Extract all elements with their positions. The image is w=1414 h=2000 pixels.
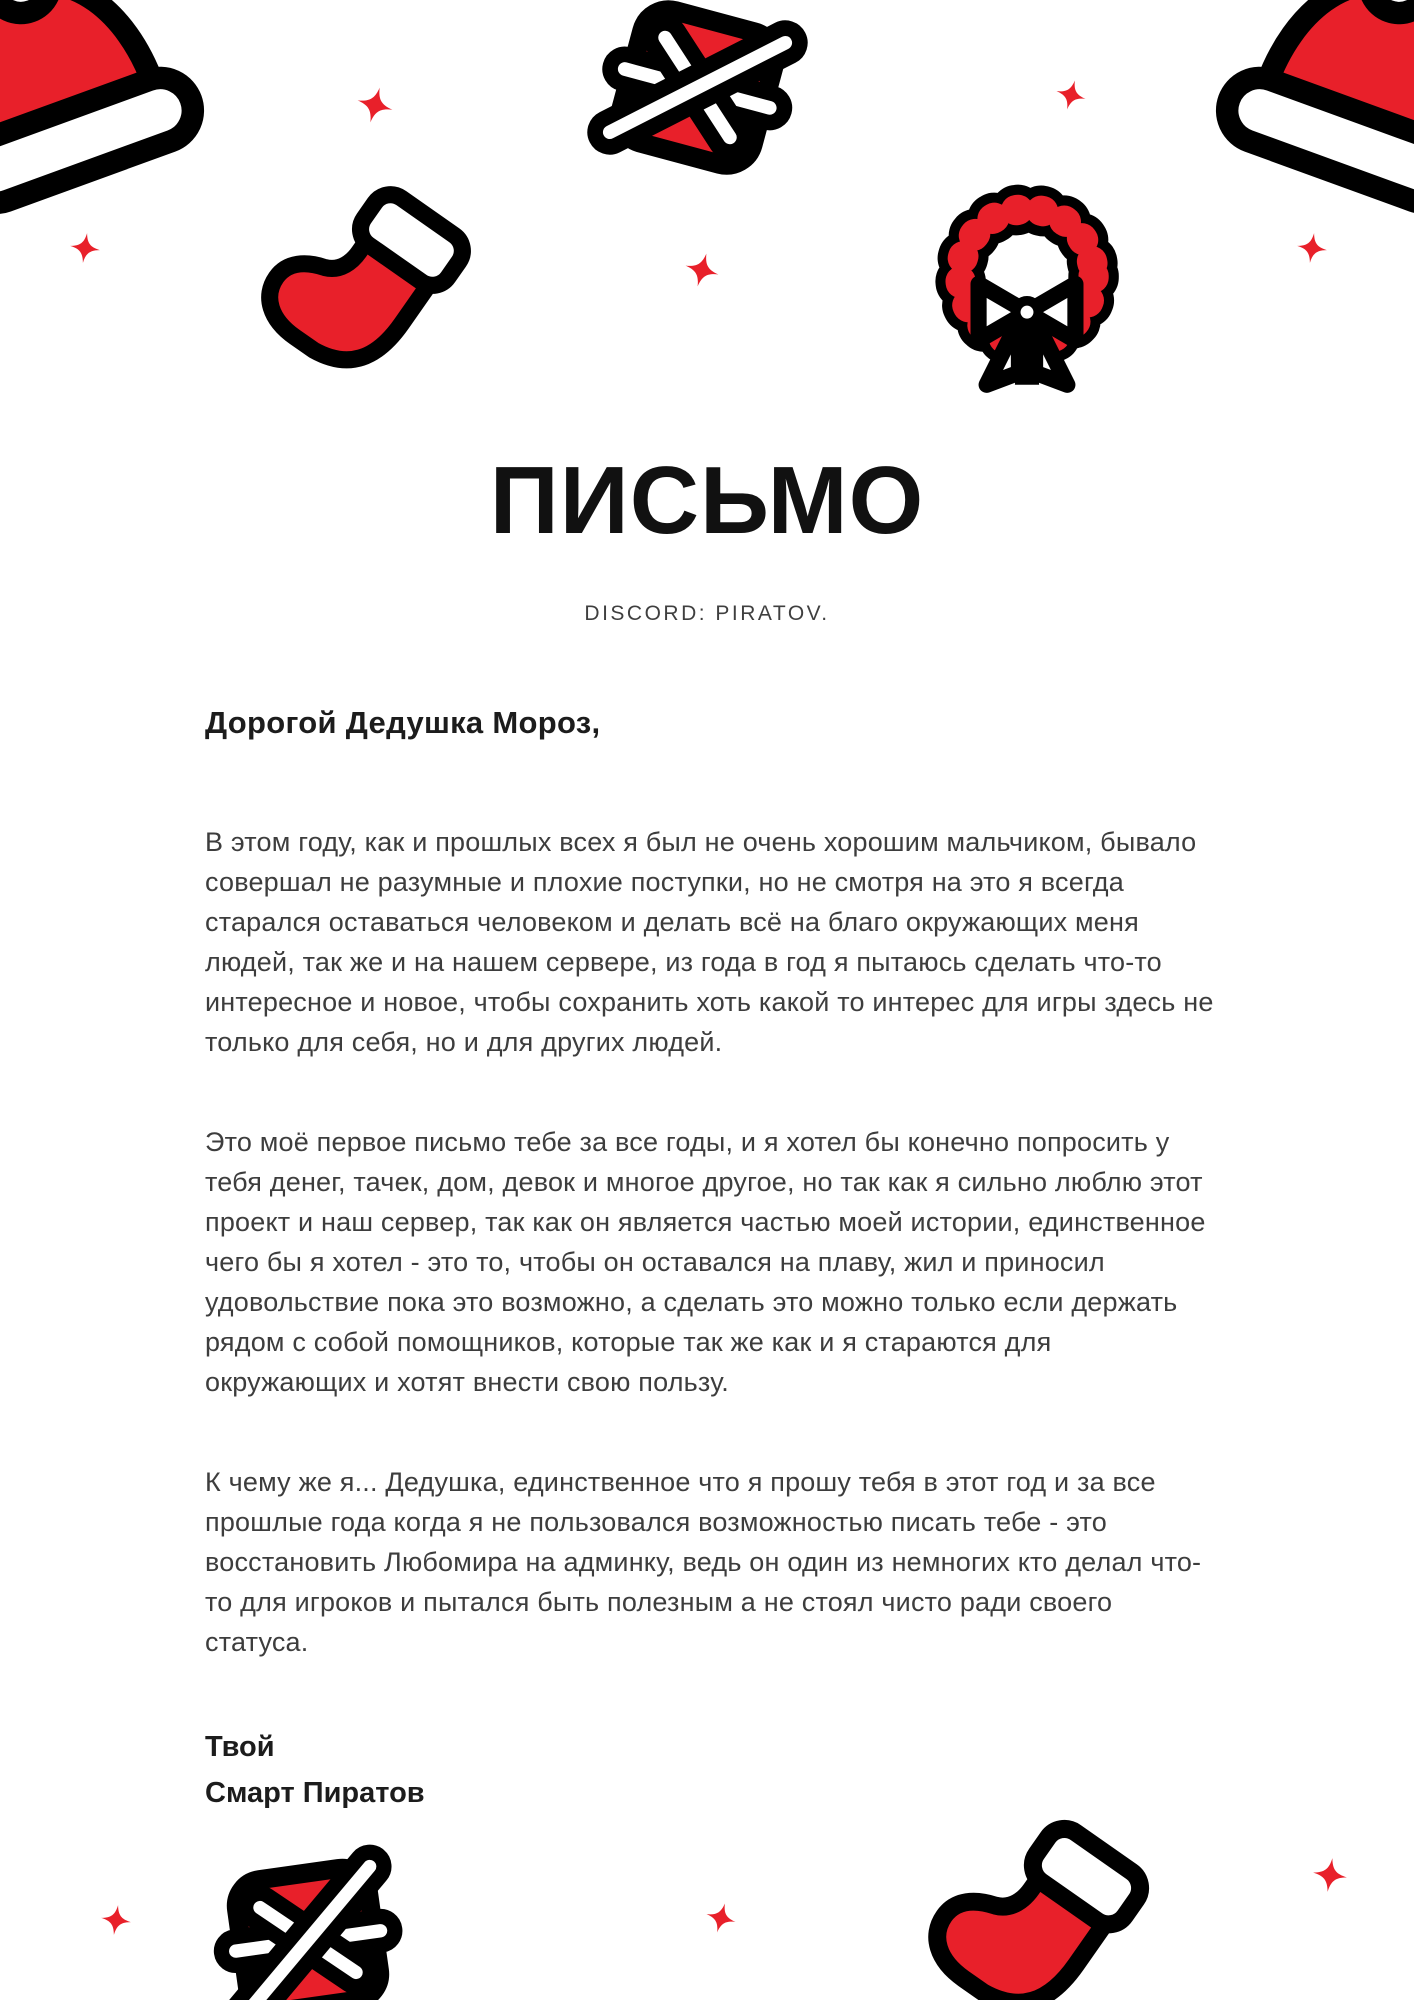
sparkle-icon: [681, 249, 723, 291]
sparkle-icon: [1295, 231, 1329, 265]
sparkle-icon: [353, 83, 397, 127]
wreath-icon: [926, 183, 1128, 409]
signature-name: Смарт Пиратов: [205, 1777, 425, 1809]
paragraph-1: В этом году, как и прошлых всех я был не очень хорошим мальчиком, бывало совершал не разумные и плохие поступки, но не смотря на это я всегда старался оставаться человеком и делать всё на благо окружающих меня людей, так же и на нашем сервере, из года в год я пытаюсь сделать что-то интересное и новое, чтобы сохранить хоть какой то интерес для игры здесь не только для себя, но и для других людей.: [205, 827, 1214, 1057]
sparkle-icon: [703, 1900, 740, 1937]
sparkle-icon: [1311, 1856, 1349, 1894]
page-title: ПИСЬМО: [489, 447, 925, 554]
gift-icon: [578, 0, 817, 207]
signature-block: [205, 1724, 805, 1816]
page-subtitle: DISCORD: PIRATOV.: [584, 602, 830, 625]
santa-hat-icon: [1205, 0, 1414, 237]
stocking-icon: [907, 1785, 1186, 2000]
paragraph-2: Это моё первое письмо тебе за все годы, и я хотел бы конечно попросить у тебя денег, тачек, дом, девок и многое другое, но так как я сильно люблю этот проект и наш сервер, так как он является частью моей истории, единственное чего бы я хотел - это то, чтобы он оставался на плаву, жил и приносил удовольствие пока это возможно, а сделать это можно только если держать рядом с собой помощников, которые так же как и я стараются для окружающих и хотят внести свою пользу.: [205, 1127, 1206, 1397]
sparkle-icon: [68, 231, 102, 265]
sparkle-icon: [99, 1903, 133, 1937]
salutation: Дорогой Дедушка Мороз,: [205, 705, 601, 740]
sparkle-icon: [1053, 77, 1090, 114]
paragraph-3: К чему же я... Дедушка, единственное что я прошу тебя в этот год и за все прошлые года когда я не пользовался возможностью писать тебе - это восстановить Любомира на админку, ведь он один из немногих кто делал что-то для игроков и пытался быть полезным а не стоял чисто ради своего статуса.: [205, 1467, 1202, 1657]
stocking-icon: [241, 153, 506, 418]
santa-hat-icon: [0, 0, 215, 237]
gift-icon: [201, 1833, 416, 2000]
closing-word: Твой: [205, 1731, 275, 1763]
